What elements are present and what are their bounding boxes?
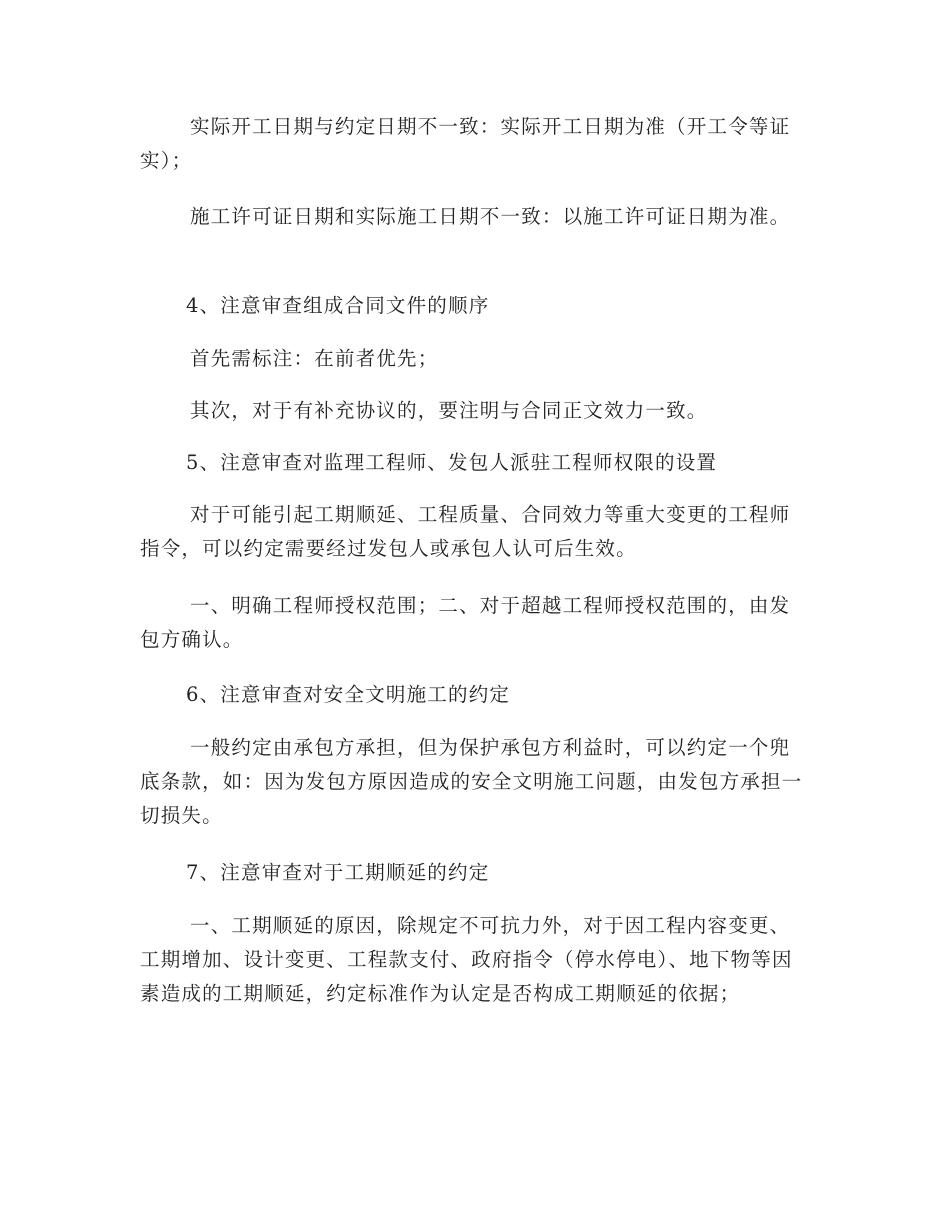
section-heading-4: 4、注意审查组成合同文件的顺序	[186, 294, 490, 317]
section-heading-7: 7、注意审查对于工期顺延的约定	[186, 861, 490, 884]
paragraph-first-priority: 首先需标注：在前者优先；	[190, 347, 439, 370]
section-heading-6: 6、注意审查对安全文明施工的约定	[186, 683, 511, 706]
paragraph-supplement-agreement: 其次，对于有补充协议的，要注明与合同正文效力一致。	[190, 399, 708, 422]
paragraph-engineer-instructions: 对于可能引起工期顺延、工程质量、合同效力等重大变更的工程师指令，可以约定需要经过发包人或承包人认可后生效。	[140, 503, 791, 560]
paragraph-delay-causes: 一、工期顺延的原因，除规定不可抗力外，对于因工程内容变更、工期增加、设计变更、工程款支付、政府指令（停水停电）、地下物等因素造成的工期顺延，约定标准作为认定是否构成工期顺延的依据；	[140, 914, 793, 1005]
paragraph-commencement-date: 实际开工日期与约定日期不一致：实际开工日期为准（开工令等证实）；	[140, 115, 791, 172]
paragraph-safety-responsibility: 一般约定由承包方承担，但为保护承包方利益时，可以约定一个兜底条款，如：因为发包方原因造成的安全文明施工问题，由发包方承担一切损失。	[140, 736, 803, 827]
paragraph-permit-date: 施工许可证日期和实际施工日期不一致：以施工许可证日期为准。	[190, 205, 791, 228]
section-heading-5: 5、注意审查对监理工程师、发包人派驻工程师权限的设置	[186, 451, 718, 474]
paragraph-authorization-scope: 一、明确工程师授权范围；二、对于超越工程师授权范围的，由发包方确认。	[140, 594, 791, 651]
